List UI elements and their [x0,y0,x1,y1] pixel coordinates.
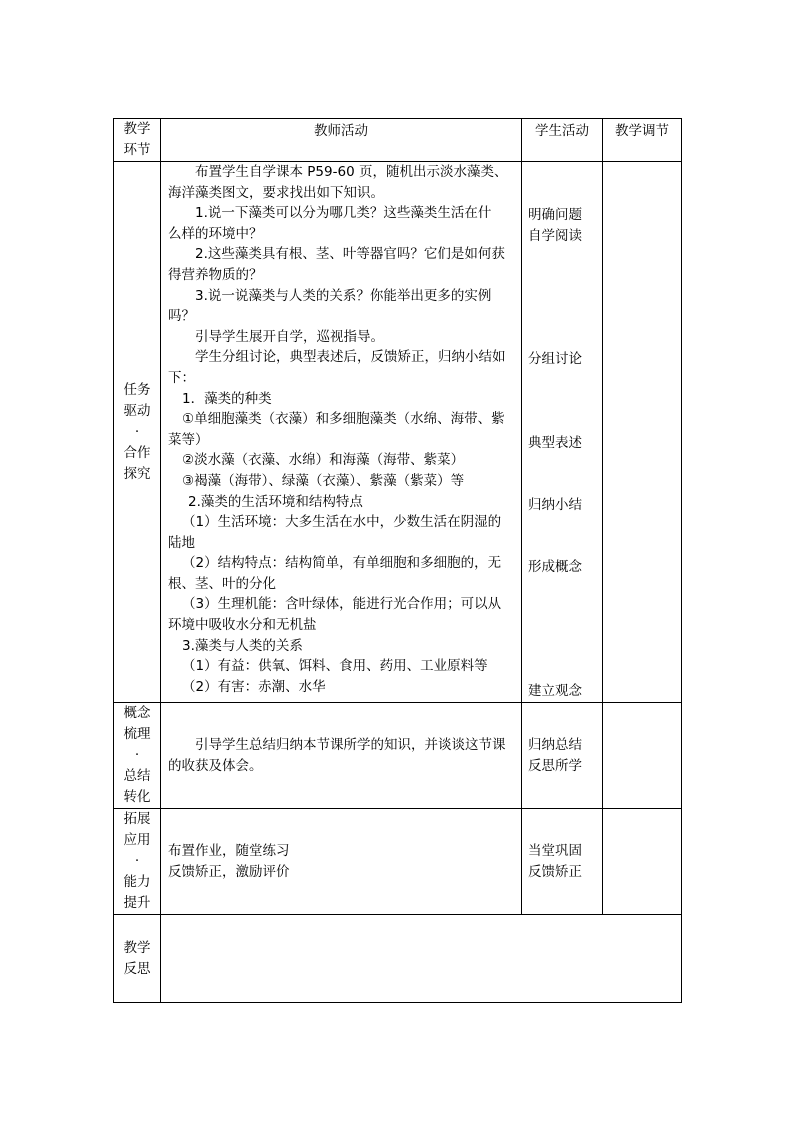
segment-line: 合作 [123,444,151,461]
segment-line: 教学 [123,939,151,956]
text-line: ③褐藻（海带）、绿藻（衣藻）、紫藻（紫菜）等 [182,472,465,489]
text-line: 反馈矫正，激励评价 [168,863,290,880]
segment-line: 拓展 [123,811,151,827]
segment-line: 反思 [123,960,151,977]
text-line: 学生分组讨论，典型表述后，反馈矫正，归纳小结如 [195,349,506,366]
segment-line: 应用 [123,832,151,848]
segment-extend [114,809,161,915]
header-row [114,119,682,162]
text-line: 菜等） [168,431,209,448]
student-activity-extend [522,809,603,915]
row-concept [114,703,682,809]
text-line: 2.藻类的生活环境和结构特点 [188,493,363,510]
student-activity-concept [522,703,603,809]
text-line: （2）结构特点：结构简单，有单细胞和多细胞的，无 [182,555,502,572]
student-activity-item: 典型表述 [528,435,582,451]
segment-line: 总结 [123,768,151,784]
text-line: 布置学生自学课本 P59-60 页，随机出示淡水藻类、 [195,164,508,180]
text-line: ②淡水藻（衣藻、水绵）和海藻（海带、紫菜） [182,452,465,469]
text-line: 1.说一下藻类可以分为哪几类？这些藻类生活在什 [195,205,492,222]
header-segment-line: 环节 [123,142,151,158]
row-extend [114,809,682,915]
text-line: 陆地 [168,534,195,551]
text-line: （1）有益：供氧、饵料、食用、药用、工业原料等 [182,658,488,675]
text-line: 3.说一说藻类与人类的关系？你能举出更多的实例 [195,287,492,304]
text-line: 2.这些藻类具有根、茎、叶等器官吗？它们是如何获 [195,246,505,263]
reflection-content [161,915,682,1003]
text-line: 引导学生展开自学，巡视指导。 [195,328,384,345]
text-line: 环境中吸收水分和无机盐 [168,617,317,634]
text-line: 海洋藻类图文，要求找出如下知识。 [168,184,384,201]
segment-line: 提升 [123,895,151,911]
segment-task [114,162,161,703]
segment-line: 概念 [123,705,151,721]
teacher-activity-extend [161,809,522,915]
student-activity-item: 反馈矫正 [528,863,582,880]
text-line: （1）生活环境：大多生活在水中，少数生活在阴湿的 [182,514,502,531]
adjust-task [603,162,682,703]
student-activity-task [522,162,603,703]
student-activity-item: 自学阅读 [528,228,582,244]
student-activity-item: 形成概念 [528,559,582,575]
segment-line: · [134,747,140,763]
text-line: 3.藻类与人类的关系 [182,637,303,654]
text-line: 下： [168,369,195,386]
text-line: 的收获及体会。 [168,757,263,774]
lesson-plan-table [113,118,682,1003]
segment-line: 转化 [123,789,151,805]
student-activity-item: 当堂巩固 [528,842,582,859]
text-line: 引导学生总结归纳本节课所学的知识，并谈谈这节课 [195,736,506,753]
header-segment [114,119,161,162]
segment-concept [114,703,161,809]
student-activity-item: 归纳小结 [528,497,582,513]
text-line: 吗？ [168,308,195,325]
text-line: ①单细胞藻类（衣藻）和多细胞藻类（水绵、海带、紫 [182,411,505,428]
text-line: 1．藻类的种类 [182,390,272,407]
text-line: 得营养物质的？ [168,266,263,283]
row-task [114,162,682,703]
segment-line: 探究 [123,465,151,482]
teacher-activity-concept [161,703,522,809]
student-activity-item: 分组讨论 [528,351,582,367]
student-activity-item: 反思所学 [528,757,582,774]
teacher-activity-task [161,162,522,703]
segment-line: 任务 [123,381,151,398]
segment-line: 驱动 [123,402,151,419]
text-line: （3）生理机能：含叶绿体，能进行光合作用；可以从 [182,596,502,613]
segment-line: 能力 [123,874,151,890]
adjust-concept [603,703,682,809]
student-activity-item: 明确问题 [528,207,582,223]
header-student: 学生活动 [522,119,603,162]
header-segment-line: 教学 [123,121,151,137]
student-activity-item: 归纳总结 [528,736,582,753]
text-line: （2）有害：赤潮、水华 [182,678,326,695]
row-reflect [114,915,682,1003]
text-line: 布置作业，随堂练习 [168,842,290,859]
header-teacher: 教师活动 [161,119,522,162]
header-adjust: 教学调节 [603,119,682,162]
student-activity-item: 建立观念 [528,683,582,699]
segment-line: 梳理 [123,726,151,742]
adjust-extend [603,809,682,915]
segment-reflect [114,915,161,1003]
segment-line: · [134,423,140,440]
text-line: 根、茎、叶的分化 [168,575,276,592]
text-line: 么样的环境中？ [168,225,263,242]
segment-line: · [134,853,140,869]
